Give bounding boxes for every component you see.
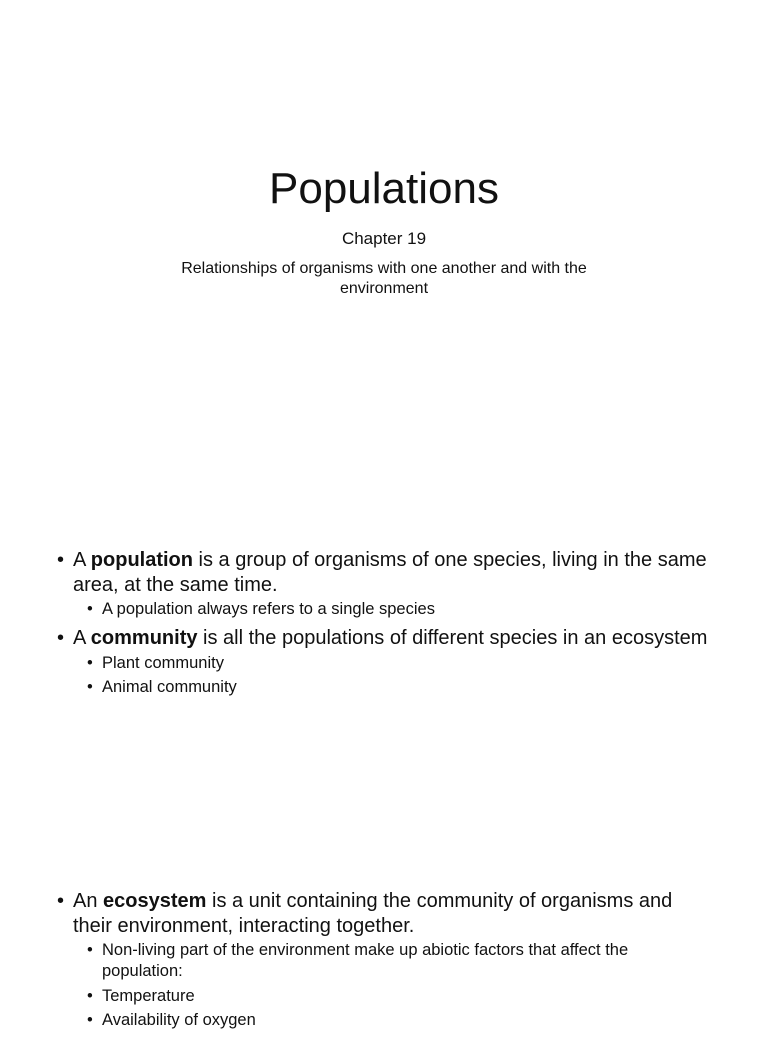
bullet-population bbox=[73, 548, 713, 620]
slide-title: Populations bbox=[269, 164, 499, 213]
sub-bullet: • Non-living part of the environment make up abiotic factors that affect the population: bbox=[102, 940, 713, 982]
bullet-list bbox=[0, 548, 713, 698]
term-population: population bbox=[90, 549, 193, 571]
bullet-prefix: A bbox=[73, 549, 91, 571]
chapter-label: Chapter 19 bbox=[341, 229, 427, 248]
sub-bullet: • Plant community bbox=[102, 653, 713, 674]
bullet-text: is a unit containing the community of organisms and their environment, interacting together. bbox=[73, 890, 673, 937]
term-ecosystem: ecosystem bbox=[103, 890, 207, 912]
sub-bullet-list bbox=[73, 653, 713, 699]
bullet-ecosystem bbox=[73, 889, 713, 1031]
sub-bullet: • Temperature bbox=[102, 986, 713, 1007]
sub-bullet: • Availability of oxygen bbox=[102, 1010, 713, 1031]
sub-bullet: • Animal community bbox=[102, 677, 713, 698]
bullet-text: is all the populations of different species in an ecosystem bbox=[197, 627, 708, 649]
bullet-prefix: A bbox=[73, 627, 91, 649]
bullet-text: is a group of organisms of one species, living in the same area, at the same time. bbox=[73, 549, 707, 596]
sub-bullet: • A population always refers to a single species bbox=[102, 599, 713, 620]
slide-subtitle: Relationships of organisms with one another and with the environment bbox=[181, 260, 587, 297]
sub-bullet-list bbox=[73, 940, 713, 1031]
bullet-community bbox=[73, 626, 713, 698]
term-community: community bbox=[90, 627, 198, 649]
ecosystem-slide bbox=[0, 889, 768, 1037]
definitions-slide bbox=[0, 548, 768, 704]
sub-bullet-list bbox=[73, 599, 713, 620]
title-slide bbox=[0, 0, 768, 330]
bullet-prefix: An bbox=[73, 890, 104, 912]
bullet-list bbox=[0, 889, 713, 1031]
